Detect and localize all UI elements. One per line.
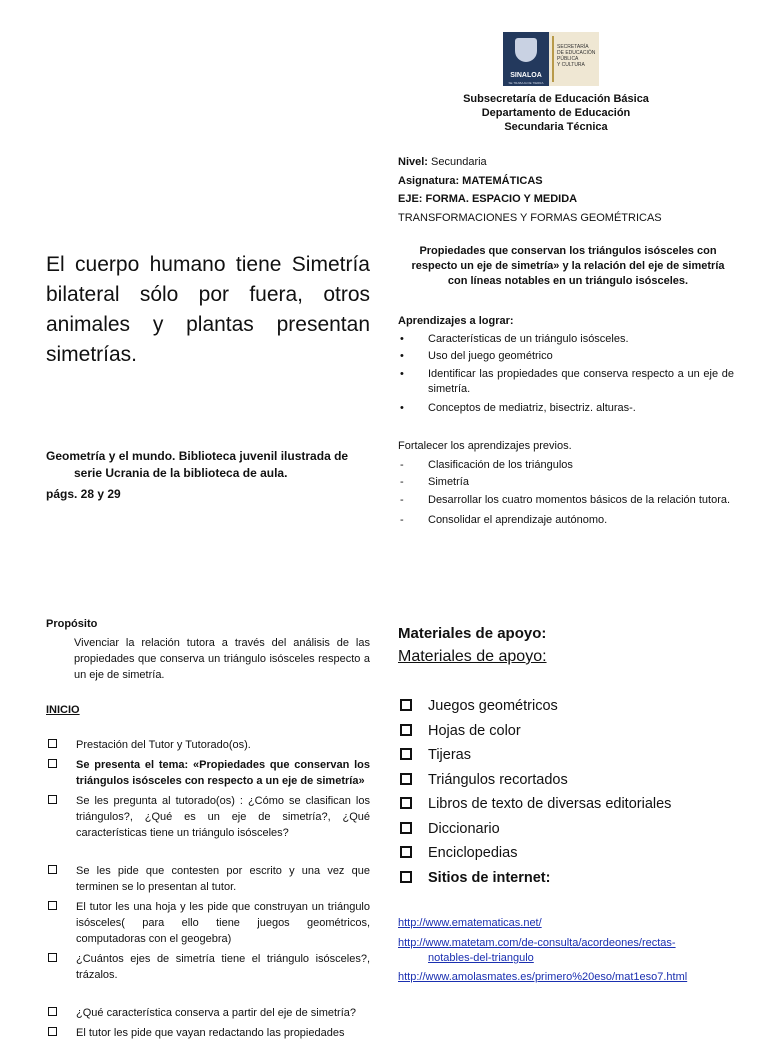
list-item: Prestación del Tutor y Tutorado(os). — [46, 737, 370, 753]
list-item: - Consolidar el aprendizaje autónomo. — [400, 514, 608, 526]
topic: Propiedades que conservan los triángulos isósceles con respecto un eje de simetría» y la relación del eje de simetría con líneas notables en un triángulo isósceles. — [411, 245, 725, 287]
header-line: Subsecretaría de Educación Básica — [463, 93, 649, 105]
list-item: - Simetría — [400, 476, 469, 488]
link-ematematicas[interactable]: http://www.ematematicas.net/ — [398, 917, 542, 929]
tema: TRANSFORMACIONES Y FORMAS GEOMÉTRICAS — [398, 211, 662, 224]
shield-icon — [515, 38, 537, 62]
materiales-title-bold: Materiales de apoyo: — [398, 625, 547, 642]
proposito-title: Propósito — [46, 618, 98, 630]
institution-header — [420, 92, 692, 134]
eje: EJE: FORMA. ESPACIO Y MEDIDA — [398, 193, 578, 205]
logo-line: Y CULTURA — [557, 62, 585, 68]
logo-line: PÚBLICA — [557, 56, 579, 62]
inicio-title: INICIO — [46, 704, 80, 716]
checkbox-icon — [48, 795, 57, 804]
reference-line: serie Ucrania de la biblioteca de aula. — [74, 466, 288, 480]
list-item: Libros de texto de diversas editoriales — [398, 792, 738, 817]
link-matetam-cont[interactable]: notables-del-triangulo — [428, 952, 534, 964]
checkbox-icon — [400, 822, 412, 834]
logo-state: SINALOA — [510, 72, 542, 79]
state-emblem — [503, 32, 549, 86]
checkbox-icon — [400, 748, 412, 760]
checkbox-icon — [400, 871, 412, 883]
list-item: Enciclopedias — [398, 841, 738, 866]
list-item: - Desarrollar los cuatro momentos básicos de la relación tutora. — [400, 494, 731, 506]
list-item: • Conceptos de mediatriz, bisectriz. alturas-. — [400, 402, 636, 414]
list-item: Juegos geométricos — [398, 694, 738, 719]
sinaloa-logo — [503, 32, 599, 86]
checkbox-icon — [48, 759, 57, 768]
list-item: ¿Qué característica conserva a partir del eje de simetría? — [46, 1005, 370, 1021]
fortalecer-title: Fortalecer los aprendizajes previos. — [398, 440, 572, 452]
reference-line: Geometría y el mundo. Biblioteca juvenil ilustrada de — [46, 449, 349, 463]
checkbox-icon — [400, 699, 412, 711]
list-item: - Clasificación de los triángulos — [400, 459, 573, 471]
logo-line: DE EDUCACIÓN — [557, 50, 596, 56]
checkbox-icon — [48, 1007, 57, 1016]
proposito-section — [46, 616, 370, 683]
list-item: Se les pregunta al tutorado(os) : ¿Cómo se clasifican los triángulos?, ¿Qué es un eje de simetría?, ¿Qué características tiene un triángulo isósceles? — [46, 793, 370, 841]
link-matetam[interactable]: http://www.matetam.com/de-consulta/acordeones/rectas- — [398, 936, 676, 949]
list-item: • Uso del juego geométrico — [400, 350, 553, 362]
aprendizajes-section — [398, 313, 734, 417]
checkbox-icon — [400, 846, 412, 858]
proposito-text: Vivenciar la relación tutora a través del análisis de las propiedades que conserva un triángulo isósceles respecto a un eje de simetría. — [74, 637, 370, 681]
secretaria-label — [549, 32, 599, 86]
materiales-title: Materiales de apoyo: — [398, 648, 547, 665]
checkbox-icon — [48, 1027, 57, 1036]
checkbox-icon — [48, 865, 57, 874]
quote: El cuerpo humano tiene Simetría bilateral sólo por fuera, otros animales y plantas presentan simetrías. — [46, 253, 370, 366]
reference — [46, 448, 366, 503]
links-section — [398, 916, 748, 985]
list-item: ¿Cuántos ejes de simetría tiene el triángulo isósceles?, trázalos. — [46, 951, 370, 983]
checkbox-icon — [400, 773, 412, 785]
course-info — [398, 153, 738, 227]
nivel-label: Nivel: — [398, 156, 428, 168]
list-item: • Características de un triángulo isósceles. — [400, 333, 629, 345]
inicio-list — [46, 737, 370, 1041]
list-item: • Identificar las propiedades que conserva respecto a un eje de simetría. — [400, 368, 734, 395]
header-line: Secundaria Técnica — [504, 121, 608, 133]
checkbox-icon — [400, 797, 412, 809]
header-line: Departamento de Educación — [481, 107, 631, 119]
checkbox-icon — [400, 724, 412, 736]
list-item: Diccionario — [398, 817, 738, 842]
logo-state-sub: SE TRABAJA DE TIERRA — [508, 81, 544, 85]
list-item: Triángulos recortados — [398, 768, 738, 793]
link-amolasmates[interactable]: http://www.amolasmates.es/primero%20eso/mat1eso7.html — [398, 970, 688, 983]
list-item: Se presenta el tema: «Propiedades que conservan los triángulos isósceles con respecto a un eje de simetría» — [46, 757, 370, 789]
list-item: El tutor les una hoja y les pide que construyan un triángulo isósceles( para ello tiene juegos geométricos, computadoras con el geogebra) — [46, 899, 370, 947]
materiales-list — [398, 694, 738, 890]
checkbox-icon — [48, 739, 57, 748]
list-item: Sitios de internet: — [398, 866, 738, 891]
fortalecer-section — [398, 438, 734, 529]
logo-line: SECRETARÍA — [557, 44, 589, 50]
list-item: Se les pide que contesten por escrito y una vez que terminen se lo presentan al tutor. — [46, 863, 370, 895]
aprendizajes-title: Aprendizajes a lograr: — [398, 315, 514, 327]
list-item: El tutor les pide que vayan redactando las propiedades — [46, 1025, 370, 1041]
list-item: Hojas de color — [398, 719, 738, 744]
nivel-value: Secundaria — [427, 156, 487, 168]
checkbox-icon — [48, 953, 57, 962]
asignatura: Asignatura: MATEMÁTICAS — [398, 174, 543, 187]
reference-pages: págs. 28 y 29 — [46, 487, 121, 501]
checkbox-icon — [48, 901, 57, 910]
list-item: Tijeras — [398, 743, 738, 768]
